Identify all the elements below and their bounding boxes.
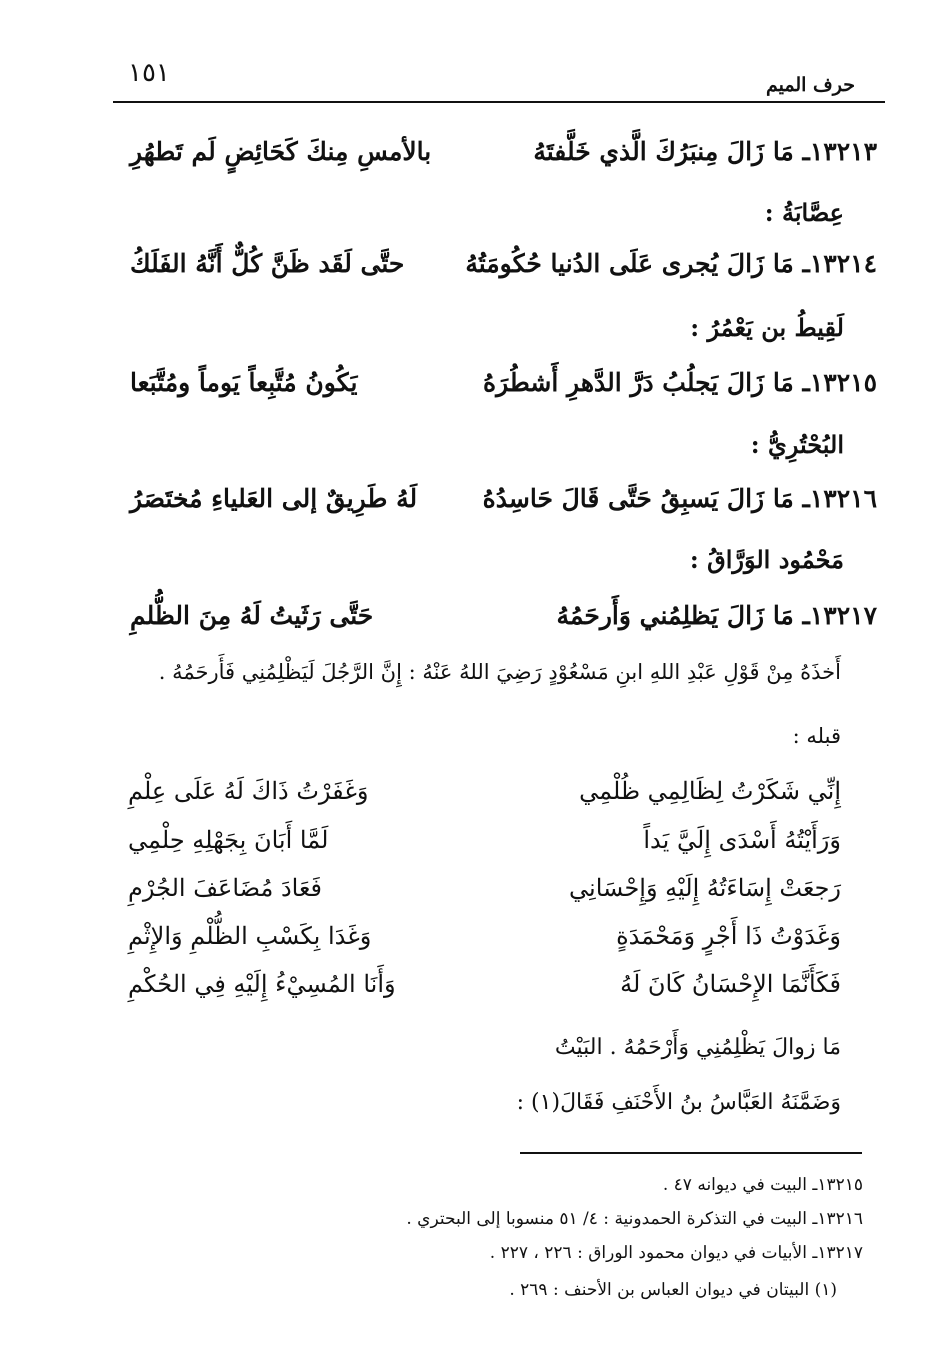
poem-line-2-second-hemistich: لَمَّا أَبَانَ بِجَهْلِهِ حِلْمِي	[128, 826, 329, 854]
poem-line-1-second-hemistich: وَغَفَرْتُ ذَاكَ لَهُ عَلَى عِلْمِ	[128, 777, 369, 805]
poem-line-4-second-hemistich: وَغَدَا بِكَسْبِ الظُّلْمِ وَالإِثْمِ	[128, 922, 372, 950]
verse-13216-second-hemistich: لَهُ طَرِيقٌ إلى العَلياءِ مُختَصَرُ	[130, 484, 418, 513]
closing-line: وَضَمَّنَهُ العَبَّاسُ بنُ الأَحْنَفِ فَقَالَ(١) :	[516, 1090, 841, 1115]
poem-line-1-first-hemistich: إِنِّي شَكَرْتُ لِظَالِمِي ظُلْمِي	[579, 777, 841, 805]
footnote: ١٣٢١٧ـ الأبيات في ديوان محمود الوراق : ٢٢٦ ، ٢٢٧ .	[489, 1243, 863, 1263]
verse-13214-second-hemistich: حتَّى لَقَد ظَنَّ كُلٌّ أَنَّهُ الفَلَكُ	[130, 249, 405, 278]
verse-13217-second-hemistich: حَتَّى رَثَيتُ لَهُ مِنَ الظُّلمِ	[130, 601, 374, 630]
footnote: (١) البيتان في ديوان العباس بن الأحنف : ٢٦٩ .	[509, 1280, 837, 1300]
verse-13215-first-hemistich: ١٣٢١٥ـ مَا زَالَ يَجلُبُ دَرَّ الدَّهرِ أَشطُرَهُ	[483, 368, 877, 397]
poet-name: البُحْتُرِيُّ :	[750, 430, 844, 459]
poem-line-5-second-hemistich: وَأَنَا المُسِيْءُ إِلَيْهِ فِي الحُكْمِ	[128, 970, 396, 998]
verse-13214-first-hemistich: ١٣٢١٤ـ مَا زَالَ يُجرى عَلَى الدُنيا حُكُومَتُهُ	[465, 249, 877, 278]
poem-line-5-first-hemistich: فَكَأَنَّمَا الإِحْسَانُ كَانَ لَهُ	[620, 970, 841, 998]
poet-name: عِصَّابَةُ :	[764, 198, 844, 227]
header-rule	[113, 101, 885, 103]
running-header: حرف الميم	[766, 74, 855, 96]
verse-13213-second-hemistich: بالأمسِ مِنكَ كَحَائِضٍ لَم تَطهُرِ	[130, 137, 432, 166]
commentary-line: أَخذَهُ مِنْ قَوْلِ عَبْدِ اللهِ ابنِ مَسْعُوْدٍ رَضِيَ اللهُ عَنْهُ : إِنَّ الرَّجُلَ لَيَظْلِمُنِي فَأَرحَمُهُ .	[158, 660, 841, 684]
footnote: ١٣٢١٥ـ البيت في ديوانه ٤٧ .	[662, 1175, 863, 1195]
page-number: ١٥١	[128, 58, 170, 88]
poet-name: مَحْمُود الوَرَّاقُ :	[689, 545, 844, 574]
poem-line-2-first-hemistich: وَرَأَيْتُهُ أَسْدَى إِلَيَّ يَداً	[643, 826, 841, 854]
verse-13216-first-hemistich: ١٣٢١٦ـ مَا زَالَ يَسبِقُ حَتَّى قَالَ حَاسِدُهُ	[482, 484, 877, 513]
poem-line-3-first-hemistich: رَجعَتْ إِسَاءَتُهُ إِلَيْهِ وَإِحْسَانِي	[569, 874, 841, 902]
poet-name: لَقِيطُ بن يَعْمُرُ :	[690, 313, 844, 342]
poem-line-3-second-hemistich: فَعَادَ مُضَاعَفَ الجُرْمِ	[128, 874, 323, 902]
footnote-rule	[520, 1152, 862, 1154]
verse-13213-first-hemistich: ١٣٢١٣ـ مَا زَالَ مِنبَرُكَ الَّذي خَلَّفتَهُ	[533, 137, 877, 166]
footnote: ١٣٢١٦ـ البيت في التذكرة الحمدونية : ٤/ ٥١ منسوبا إلى البحتري .	[406, 1209, 863, 1229]
verse-13217-first-hemistich: ١٣٢١٧ـ مَا زَالَ يَظلِمُني وَأَرحَمُهُ	[556, 601, 877, 630]
poem-line-4-first-hemistich: وَغَدَوْتُ ذَا أَجْرٍ وَمَحْمَدَةٍ	[616, 922, 841, 950]
closing-line: مَا زوالَ يَظْلِمُنِي وَأَرْحَمُهُ . البَيْتُ	[554, 1035, 841, 1060]
before-label: قبله :	[792, 724, 841, 748]
verse-13215-second-hemistich: يَكُونُ مُتَّبِعاً يَوماً ومُتَّبَعا	[130, 368, 358, 397]
